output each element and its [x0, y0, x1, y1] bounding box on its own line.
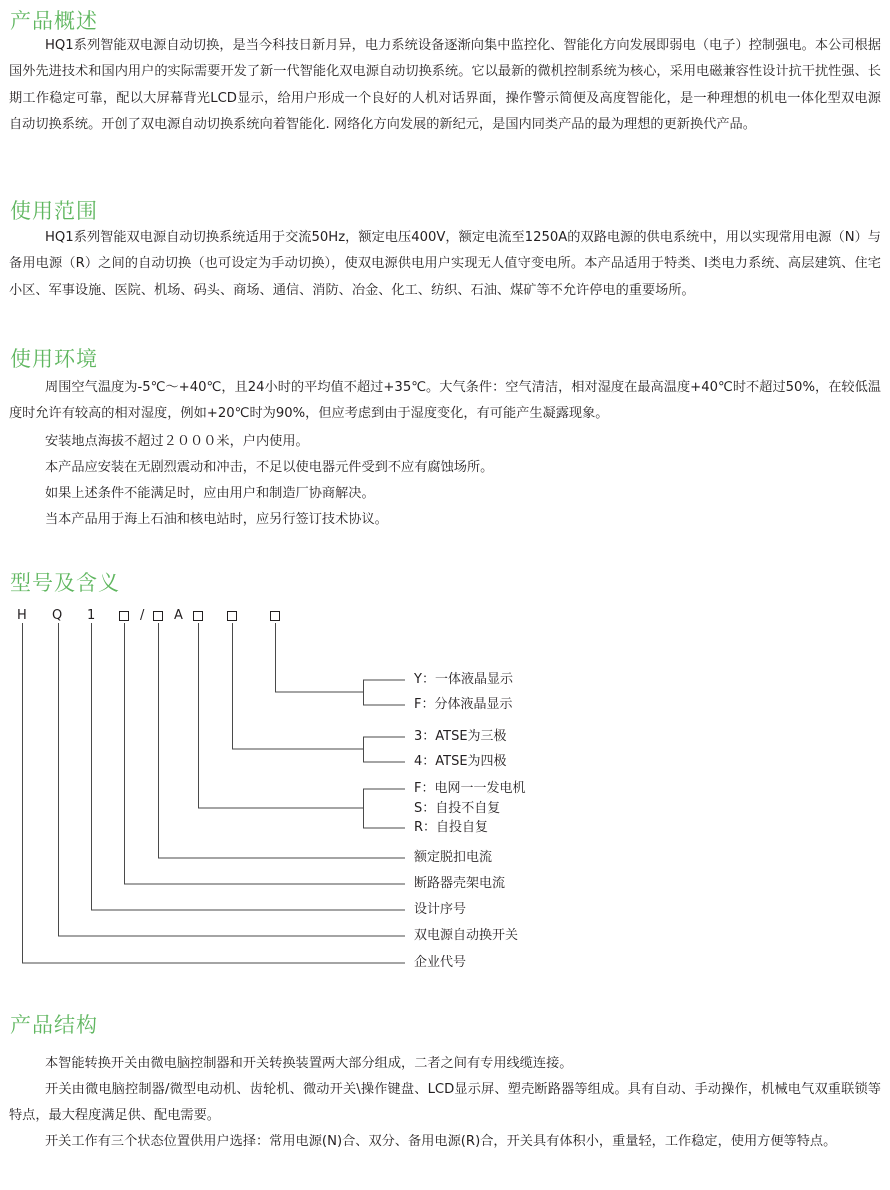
model-char-q: Q: [52, 608, 63, 623]
environment-line-negotiate: 如果上述条件不能满足时，应由用户和制造厂协商解决。: [45, 486, 375, 501]
structure-para-components: 开关由微电脑控制器/微型电动机、齿轮机、微动开关\操作键盘、LCD显示屏、塑壳断路器等组成。具有自动、手动操作，机械电气双重联锁等特点，最大程度满足供、配电需要。: [9, 1082, 881, 1124]
label-poles-four: 4：ATSE为四极: [414, 754, 507, 769]
label-mode-auto-return: R：自投自复: [414, 820, 489, 835]
label-design-serial: 设计序号: [414, 902, 467, 917]
overview-title: 产品概述: [10, 9, 98, 33]
connector-trip-current: [159, 623, 406, 858]
bracket-display: [364, 680, 406, 705]
overview-text: HQ1系列智能双电源自动切换，是当今科技日新月异，电力系统设备逐渐向集中监控化、智能化方向发展即弱电（电子）控制强电。本公司根据国外先进技术和国内用户的实际需要开发了新一代智能化双电源自动切换系统。它以最新的微机控制系统为核心，采用电磁兼容性设计抗干扰性强、长期工作稳定可靠，配以大屏幕背光LCD显示，给用户形成一个良好的人机对话界面，操作警示简便及高度智能化，是一种理想的机电一体化型双电源 自动切换系统。开创了双电源自动切换系统向着智能化. 网络化方向发展的新纪元，是国内同类产品的最为理想的更新换代产品。: [9, 38, 881, 132]
structure-title: 产品结构: [10, 1013, 98, 1037]
connector-company-code: [23, 623, 406, 963]
structure-para-states: 开关工作有三个状态位置供用户选择：常用电源(N)合、双分、备用电源(R)合，开关具有体积小，重量轻，工作稳定，使用方便等特点。: [45, 1134, 837, 1149]
connector-poles: [233, 623, 364, 749]
environment-line-offshore: 当本产品用于海上石油和核电站时，应另行签订技术协议。: [45, 512, 388, 527]
structure-para-composition: 本智能转换开关由微电脑控制器和开关转换装置两大部分组成，二者之间有专用线缆连接。: [45, 1056, 573, 1071]
label-poles-three: 3：ATSE为三极: [414, 729, 507, 744]
label-switch-type: 双电源自动换开关: [414, 928, 519, 943]
environment-line-altitude: 安装地点海拔不超过２０００米，户内使用。: [45, 434, 309, 449]
connector-design-serial: [92, 623, 406, 910]
scope-title: 使用范围: [10, 199, 98, 223]
scope-text: HQ1系列智能双电源自动切换系统适用于交流50Hz，额定电压400V，额定电流至1250A的双路电源的供电系统中，用以实现常用电源（N）与备用电源（R）之间的自动切换（也可设定为手动切换），使双电源供电用户实现无人值守变电所。本产品适用于特类、I类电力系统、高层建筑、住宅小区、军事设施、医院、机场、码头、商场、通信、消防、冶金、化工、纺织、石油、煤矿等不允许停电的重要场所。: [9, 230, 881, 298]
bracket-operation-mode: [364, 789, 406, 828]
connector-operation-mode: [199, 623, 364, 808]
label-company-code: 企业代号: [414, 955, 467, 970]
model-char-slash: /: [140, 608, 145, 623]
model-char-a: A: [174, 608, 183, 623]
model-char-h: H: [17, 608, 27, 623]
label-trip-current: 额定脱扣电流: [414, 850, 493, 865]
label-display-separate: F：分体液晶显示: [414, 697, 513, 712]
label-display-integrated: Y：一体液晶显示: [414, 672, 513, 687]
connector-display: [276, 623, 364, 692]
model-char-1: 1: [87, 608, 96, 623]
environment-line-vibration: 本产品应安装在无剧烈震动和冲击，不足以使电器元件受到不应有腐蚀场所。: [45, 460, 494, 475]
label-frame-current: 断路器壳架电流: [414, 876, 506, 891]
connector-switch-type: [59, 623, 406, 936]
label-mode-no-auto-return: S：自投不自复: [414, 801, 501, 816]
model-title: 型号及含义: [10, 571, 120, 595]
environment-title: 使用环境: [10, 347, 98, 371]
environment-text: 周围空气温度为-5℃～+40℃，且24小时的平均值不超过+35℃。大气条件：空气清洁，相对湿度在最高温度+40℃时不超过50%，在较低温度时允许有较高的相对湿度，例如+20℃时为90%，但应考虑到由于湿度变化，有可能产生凝露现象。: [9, 380, 881, 422]
connector-frame-current: [125, 623, 406, 884]
label-mode-grid-generator: F：电网一一发电机: [414, 781, 526, 796]
bracket-poles: [364, 737, 406, 762]
